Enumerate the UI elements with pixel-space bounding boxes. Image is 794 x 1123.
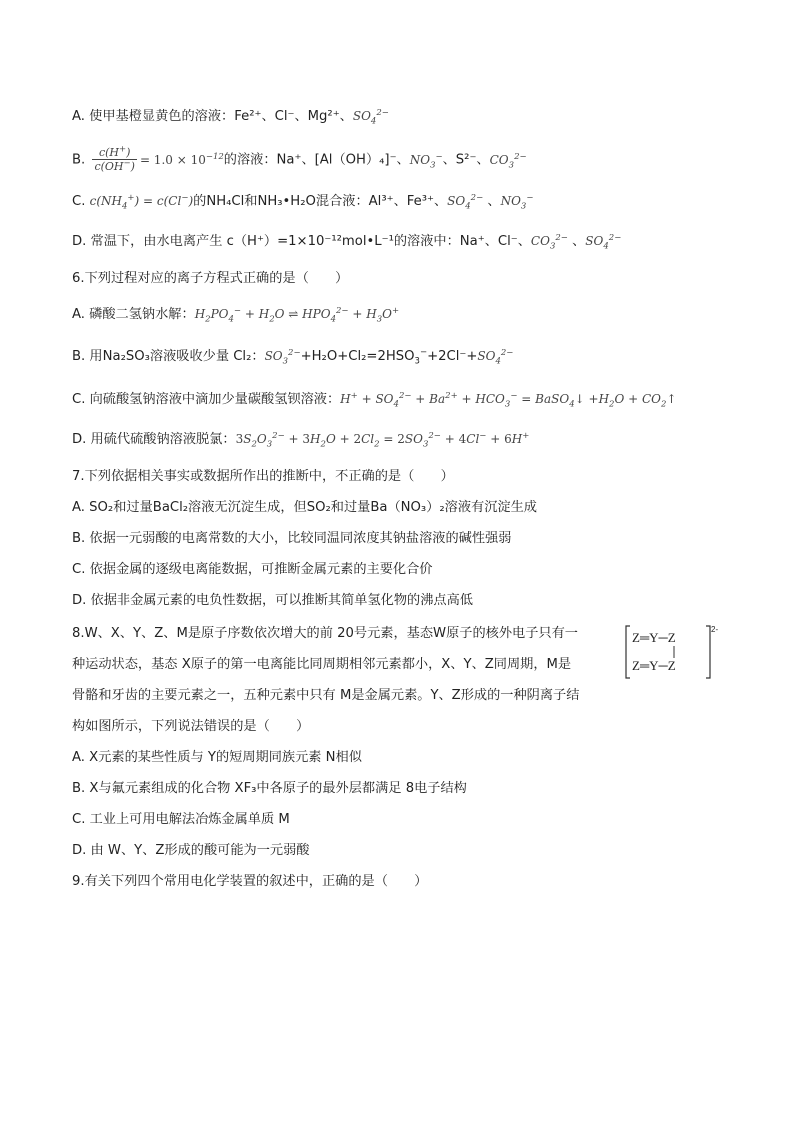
q6-option-c: C. 向硫酸氢钠溶液中滴加少量碳酸氢钡溶液：$H^+ + SO_4^{2-} + Ba^{2+} + HCO_3^-$ = BaSO$_4$↓ $+H_2O$ + $CO_2↑$	[72, 391, 677, 410]
formula-ions-b: $NO_3^-$	[409, 151, 443, 170]
q6-option-d: D. 用硫代硫酸钠溶液脱氯：$3S_2O_3^{2-} + 3H_2O + 2Cl_2 = 2SO_3^{2-} + 4Cl^- + 6H^+$	[72, 431, 530, 450]
q7-option-a: A. SO₂和过量BaCl₂溶液无沉淀生成，但SO₂和过量Ba（NO₃）₂溶液有沉淀生成	[72, 500, 537, 515]
structure-charge: 2-	[711, 625, 719, 634]
q8-stem-line-1: 8.W、X、Y、Z、M是原子序数依次增大的前 20号元素，基态W原子的核外电子只有一	[72, 626, 578, 641]
q5-option-d: D. 常温下，由水电离产生 c（H⁺）=1×10⁻¹²mol•L⁻¹的溶液中：Na⁺、Cl⁻、$CO_3^{2-}$ 、$SO_4^{2-}$	[72, 233, 622, 252]
right-bracket	[706, 626, 710, 678]
anion-structure-diagram	[622, 622, 722, 682]
q5-option-b: B. $\frac{c(H^+)}{c(OH^-)}$ = $1.0 \times 10^{-12}$的溶液：Na⁺、[Al（OH）₄]⁻、$NO_3^-$、S²⁻、$CO_3^{2-}$	[72, 144, 527, 173]
q8-option-d: D. 由 W、Y、Z形成的酸可能为一元弱酸	[72, 843, 310, 858]
formula-ratio: = $1.0 \times 10^{-12}$	[139, 151, 224, 167]
q8-stem-line-3: 骨骼和牙齿的主要元素之一，五种元素中只有 M是金属元素。Y、Z形成的一种阴离子结	[72, 688, 580, 703]
q7-stem: 7.下列依据相关事实或数据所作出的推断中，不正确的是（ ）	[72, 469, 454, 484]
q8-stem-line-2: 种运动状态，基态 X原子的第一电离能比同周期相邻元素都小，X、Y、Z同周期，M是	[72, 657, 572, 672]
q7-option-b: B. 依据一元弱酸的电离常数的大小，比较同温同浓度其钠盐溶液的碱性强弱	[72, 531, 512, 546]
equation-b: $SO_3^{2-}$	[264, 348, 301, 367]
formula-so4: $SO_4^{2-}$	[352, 108, 389, 127]
q5-option-c: C. $c(NH_4^+) = c(Cl^-)$的NH₄Cl和NH₃•H₂O混合液：Al³⁺、Fe³⁺、$SO_4^{2-}$ 、$NO_3^-$	[72, 193, 534, 212]
q8-option-c: C. 工业上可用电解法冶炼金属单质 M	[72, 812, 290, 827]
equation-d: $3S_2O_3^{2-} + 3H_2O + 2Cl_2 = 2SO_3^{2-} + 4Cl^- + 6H^+$	[235, 431, 530, 450]
fraction-h-oh: $\frac{c(H^+)}{c(OH^-)}$	[94, 144, 135, 173]
structure-top-row: Z═Y─Z	[632, 630, 676, 645]
q8-option-b: B. X与氟元素组成的化合物 XF₃中各原子的最外层都满足 8电子结构	[72, 781, 467, 796]
equation-a: $H_2PO_4^- + H_2O$ ⇌ $HPO_4^{2-} + H_3O^+$	[194, 306, 400, 325]
q9-stem: 9.有关下列四个常用电化学装置的叙述中，正确的是（ ）	[72, 874, 428, 889]
q8-stem-line-4: 构如图所示，下列说法错误的是（ ）	[72, 719, 310, 734]
q8-option-a: A. X元素的某些性质与 Y的短周期同族元素 N相似	[72, 750, 362, 765]
q7-option-d: D. 依据非金属元素的电负性数据，可以推断其简单氢化物的沸点高低	[72, 593, 473, 608]
equation-c: $H^+ + SO_4^{2-} + Ba^{2+} + HCO_3^-$ = BaSO$_4$↓ $+H_2O$ + $CO_2↑$	[340, 391, 677, 410]
q6-stem: 6.下列过程对应的离子方程式正确的是（ ）	[72, 271, 349, 286]
q6-option-b: B. 用Na₂SO₃溶液吸收少量 Cl₂：$SO_3^{2-}+H_2O+Cl_2=2HSO_3^-+2Cl^-+SO_4^{2-}$	[72, 347, 514, 367]
q5-option-a: A. 使甲基橙显黄色的溶液：Fe²⁺、Cl⁻、Mg²⁺、$SO_4^{2-}$	[72, 108, 389, 127]
q6-option-a: A. 磷酸二氢钠水解：$H_2PO_4^- + H_2O$ ⇌ $HPO_4^{2-} + H_3O^+$	[72, 306, 400, 325]
left-bracket	[626, 626, 630, 678]
structure-bottom-row: Z═Y─Z	[632, 658, 676, 673]
q7-option-c: C. 依据金属的逐级电离能数据，可推断金属元素的主要化合价	[72, 562, 433, 577]
formula-nh4-cl: $c(NH_4^+) = c(Cl^-)$	[89, 193, 194, 212]
